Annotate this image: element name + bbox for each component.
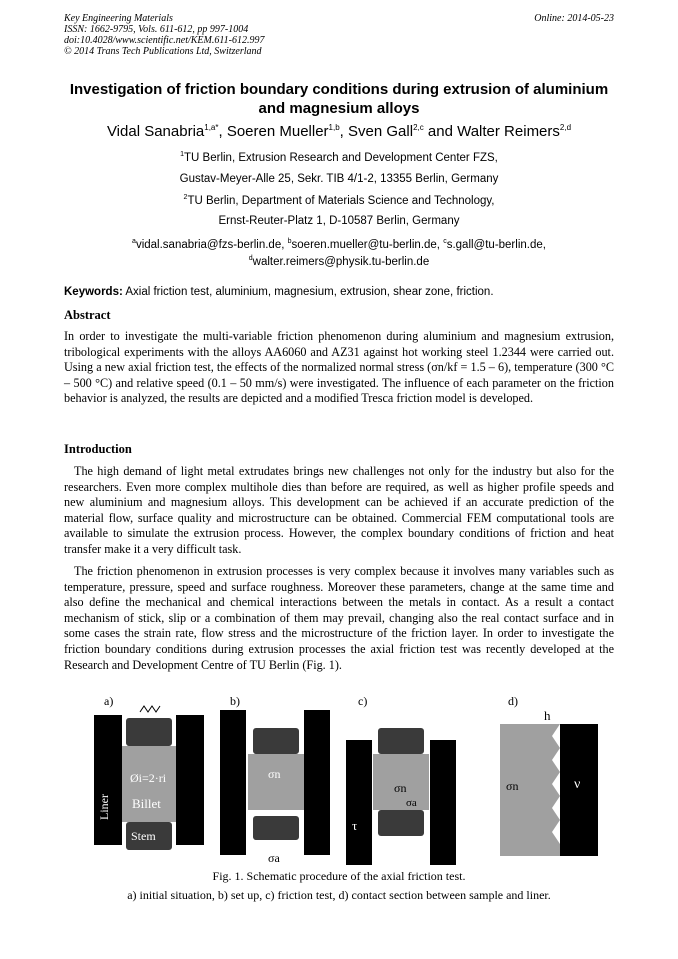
- affiliation-1-line-2: Gustav-Meyer-Alle 25, Sekr. TIB 4/1-2, 13355 Berlin, Germany: [179, 173, 499, 185]
- affiliation-text: TU Berlin, Department of Materials Science and Technology,: [187, 194, 495, 207]
- liner-left-c: [346, 740, 372, 865]
- liner-right-a: [176, 715, 204, 845]
- billet-label: Billet: [132, 796, 161, 811]
- liner-right-c: [430, 740, 456, 865]
- figure-axial-friction-test: [60, 690, 620, 870]
- author-sup: 1,a*: [204, 123, 219, 132]
- issn: ISSN: 1662-9795, Vols. 611-612, pp 997-1004: [64, 24, 249, 35]
- affiliation-text: TU Berlin, Extrusion Research and Development Center FZS,: [184, 151, 498, 164]
- affiliation-1-line-1: [64, 151, 614, 164]
- email-link[interactable]: s.gall@tu-berlin.de,: [446, 238, 546, 251]
- affiliation-sup: 1: [180, 151, 185, 158]
- author-sup: 1,b: [328, 123, 340, 132]
- liner-left-b: [220, 710, 246, 855]
- email-list: [64, 235, 614, 269]
- author-name: Sven Gall: [348, 123, 414, 140]
- email-sup: b: [287, 238, 292, 245]
- affiliation-sup: 2: [183, 194, 188, 201]
- author-sup: 2,d: [559, 123, 572, 132]
- spring-icon: [140, 706, 160, 712]
- sigma-a-label-b: σa: [268, 851, 280, 865]
- author-list: Vidal Sanabria$^{1,a*}$, Soeren Mueller$^{1,b}$, Sven Gall$^{2,c}$ and Walter Reimers$^{2,d}$: [106, 123, 572, 140]
- die-a: [126, 718, 172, 746]
- die-b: [253, 728, 299, 754]
- email-link[interactable]: walter.reimers@physik.tu-berlin.de: [252, 255, 430, 268]
- length-label: L: [316, 778, 324, 793]
- diameter-label: Øi=2·ri: [130, 771, 167, 785]
- email-sup: c: [443, 238, 447, 245]
- copyright: © 2014 Trans Tech Publications Ltd, Switzerland: [64, 46, 262, 57]
- intro-paragraph-2: The friction phenomenon in extrusion processes is very complex because it involves many variables such as temperature, pressure, speed and surface roughness. Moreover these parameters, change at the same time and also define the mechanical and chemical interactions between the metals in contact. As a result a contact mechanism of stick, slip or a combination of them may prevail, changing also the real contact surface and in some cases the strain rate, flow stress and the microstructure of the friction layer. In order to investigate the friction boundary conditions during extrusion processes the axial friction test was recently developed at the Research and Development Centre of TU Berlin (Fig. 1).: [64, 564, 614, 672]
- h-label: h: [544, 708, 551, 723]
- panel-b-label: b): [230, 694, 240, 708]
- figure-caption: Fig. 1. Schematic procedure of the axial friction test.: [212, 869, 466, 883]
- keywords: [64, 286, 494, 298]
- keywords-label: Keywords:: [64, 286, 123, 298]
- online-date: Online: 2014-05-23: [534, 13, 614, 24]
- doi: doi:10.4028/www.scientific.net/KEM.611-612.997: [64, 35, 265, 46]
- sigma-n-label-b: σn: [268, 767, 281, 781]
- author-name: Soeren Mueller: [226, 123, 329, 140]
- email-link[interactable]: vidal.sanabria@fzs-berlin.de,: [135, 238, 285, 251]
- email-sup: d: [248, 254, 253, 262]
- panel-a-label: a): [104, 694, 114, 708]
- introduction-heading: Introduction: [64, 442, 132, 456]
- liner-label: Liner: [97, 794, 111, 820]
- author-name: Walter Reimers: [457, 123, 560, 140]
- abstract-text: In order to investigate the multi-variable friction phenomenon during aluminium and magnesium extrusion, tribological experiments with the alloys AA6060 and AZ31 against hot working steel 1.2344 were carried out. Using a new axial friction test, the effects of the normalized normal stress (σn/kf = 1.5 – 6), temperature (300 °C – 500 °C) and relative speed (0.1 – 50 mm/s) were investigated. The influence of each parameter on the friction behavior is analyzed, the results are depicted and a modified Tresca friction model is developed.: [64, 329, 614, 406]
- affiliation-2-line-1: [64, 194, 614, 207]
- die-c: [378, 728, 424, 754]
- stem-label: Stem: [131, 829, 156, 843]
- intro-paragraph-1: The high demand of light metal extrudates brings new challenges not only for the industry but also for the researchers. Even more complex multihole dies than before are required, as well as higher profile speeds and new aluminium and magnesium alloys. This development can be achieved if an accurate prediction of the material flow, surface quality and microstructure can be obtained. Commercial FEM computational tools are available to simulate the extrusion process. However, the complex boundary conditions of friction and heat transfer make it a very difficult task.: [64, 464, 614, 556]
- abstract-heading: Abstract: [64, 308, 111, 322]
- author-sup: 2,c: [413, 123, 424, 132]
- email-sup: a: [132, 238, 136, 245]
- tau-label: τ: [352, 818, 358, 833]
- sigma-a-label-c: σa: [406, 797, 417, 809]
- keywords-text: Axial friction test, aluminium, magnesium, extrusion, shear zone, friction.: [125, 286, 494, 298]
- stem-c: [378, 810, 424, 836]
- panel-c-label: c): [358, 694, 368, 708]
- liner-left-a: [94, 715, 122, 845]
- paper-title: Investigation of friction boundary conditions during extrusion of aluminium and magnesium alloys: [69, 81, 609, 117]
- journal-name: Key Engineering Materials: [64, 13, 173, 24]
- journal-header: [64, 13, 264, 57]
- sigma-n-label-d: σn: [506, 779, 519, 793]
- author-name: Vidal Sanabria: [106, 123, 205, 140]
- stem-b: [253, 816, 299, 840]
- figure-caption-detail: a) initial situation, b) set up, c) friction test, d) contact section between sample and liner.: [127, 888, 551, 902]
- sigma-n-label-c: σn: [394, 781, 407, 795]
- nu-label: ν: [574, 777, 581, 792]
- sample-b: [248, 754, 304, 810]
- email-link[interactable]: soeren.mueller@tu-berlin.de,: [291, 238, 440, 251]
- panel-d-label: d): [508, 694, 518, 708]
- affiliation-2-line-2: Ernst-Reuter-Platz 1, D-10587 Berlin, Germany: [218, 215, 460, 227]
